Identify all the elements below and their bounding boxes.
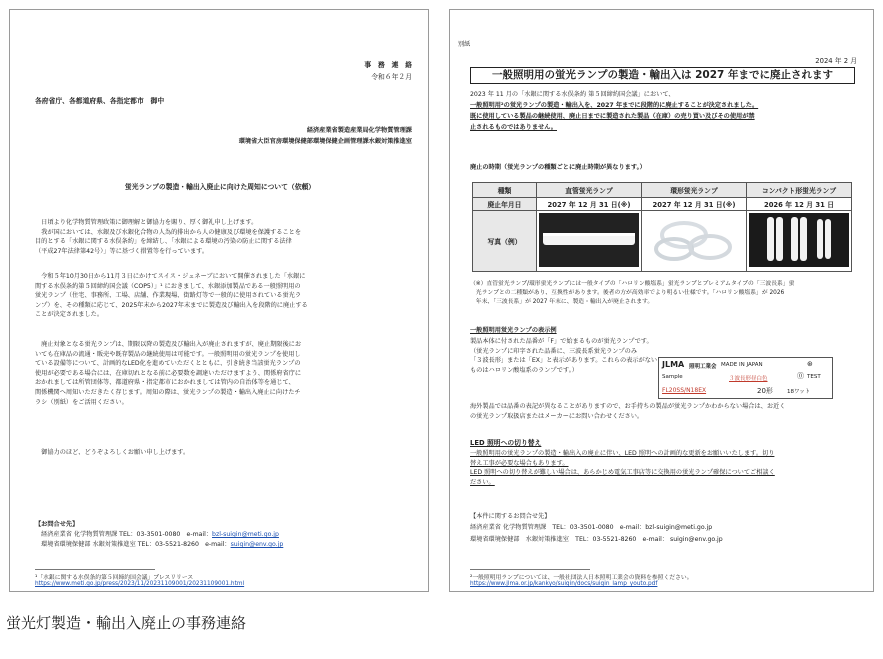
notice-page-1 <box>9 9 429 592</box>
line: 廃止対象となる蛍光ランプは、期限以降の製造及び輸出入が廃止されますが、廃止期限後にお <box>35 341 302 348</box>
circular-lamp-image <box>644 213 744 267</box>
attachment-label: 別紙 <box>458 41 471 48</box>
label-made: MADE IN JAPAN <box>721 362 763 368</box>
intro-line-3: 既に使用している製品の継続使用、廃止日までに製造された製品（在庫）の売り買い及びその使用が禁 <box>470 113 755 120</box>
doc-heading: 事 務 連 絡 <box>364 61 412 69</box>
display-text <box>470 337 657 375</box>
line: 製品本体に付された品番が「F」で始まるものが蛍光ランプです。 <box>470 338 653 345</box>
closing-line: 御協力のほど、どうぞよろしくお願い申し上げます。 <box>35 449 190 456</box>
line: 関する水俣条約第５回締約国会議（COP5）」¹ におきまして、水銀添加製品である一般照明用の <box>35 282 301 290</box>
table-row-date <box>473 198 852 211</box>
test-mark-icon: ⓪ <box>797 372 804 380</box>
table-header-row <box>473 183 852 198</box>
line: 光ランプとの二種類があり、互換性があります。後者の方が高効率でより明るい仕様です。「ハロリン酸塩系」が 2026 <box>470 289 785 296</box>
line: ことが決定されました。 <box>35 311 104 319</box>
photo-circular-lamp <box>642 211 747 272</box>
email-link-meti[interactable]: bzl-suigin@meti.go.jp <box>212 531 279 538</box>
line: ださい。 <box>470 478 495 486</box>
sender-meti: 経済産業省製造産業局化学物質管理課 <box>306 127 412 134</box>
line: 替え工事が必要な場合もあります。 <box>470 459 569 467</box>
line: いても在庫品の流通・販売や既存製品の継続使用は可能です。一般照明用の蛍光ランプを使用し <box>35 350 301 358</box>
recycle-icon: ⊛ <box>807 360 813 368</box>
line: ラシ（別紙）をご活用ください。 <box>35 398 128 406</box>
label-test: TEST <box>807 374 821 380</box>
label-watt: 18ワット <box>787 389 811 395</box>
contact-meti <box>41 530 279 540</box>
table-row-photo <box>473 211 852 272</box>
line: 関係機関へ周知いただきたく存じます。周知の際は、蛍光ランプの製造・輸出入廃止に向けたチ <box>35 389 301 397</box>
line: 「３波長形」または「EX」と表示があります。これらの表示がない <box>470 357 658 365</box>
label-assoc: 照明工業会 <box>689 364 717 370</box>
intro-line-2: 一般照明用²の蛍光ランプの製造・輸出入を、2027 年までに段階的に廃止することが決定されました。 <box>470 102 759 109</box>
header-circular: 環形蛍光ランプ <box>642 183 747 198</box>
contact-title: 【お問合せ先】 <box>35 521 79 528</box>
schedule-title: 廃止の時期（蛍光ランプの種類ごとに廃止時期が異なります。） <box>470 164 646 171</box>
line: LED 照明への切り替えが難しい場合は、あらかじめ電気工事店等に交換用の蛍光ランプ確保についてご相談く <box>470 469 775 477</box>
display-overseas <box>470 402 785 421</box>
line: 使用が必要である場合には、在庫切れとなる前に必要数を調達いただけますよう、関係府省庁に <box>35 369 302 377</box>
line: 海外製品では品番の表記が異なることがありますので、お手持ちの製品が蛍光ランプかわからない場合は、お近く <box>470 403 786 410</box>
intro-line-1: 2023 年 11 月の「水銀に関する水俣条約 第５回締約国会議」において、 <box>470 91 675 98</box>
line: 我が国においては、水銀及び水銀化合物の人為的排出から人の健康及び環境を保護することを <box>35 228 302 236</box>
line: 令和５年10月30日から11月３日にかけてスイス・ジュネーブにおいて開催されました「水銀に <box>35 273 306 280</box>
compact-lamp-image <box>749 213 849 267</box>
flyer-footnote-divider <box>470 569 590 570</box>
flyer-contact-env: 環境省環境保健部 水銀対策推進室 TEL：03-5521-8260 e-mail： suigin@env.go.jp <box>470 536 723 543</box>
line: 目的とする「水銀に関する水俣条約」を締結し、「水銀による環境の汚染の防止に関する法律 <box>35 238 292 246</box>
contact-env-text: 環境省環境保健部 水銀対策推進室 TEL：03-5521-8260 e-mail： <box>41 541 231 548</box>
flyer-footnote-link[interactable]: https://www.jlma.or.jp/kankyo/suigin/docs/suigin_lamp_youto.pdf <box>470 581 658 587</box>
flyer-footnote-text: ²一般照明用ランプについては、一般社団法人日本照明工業会の資料を参照ください。 <box>470 575 693 581</box>
header-compact: コンパクト形蛍光ランプ <box>747 183 852 198</box>
flyer-contact-meti: 経済産業省 化学物質管理課 TEL：03-3501-0080 e-mail：bzl-suigin@meti.go.jp <box>470 524 713 531</box>
footnote-text: ¹「水銀に関する水俣条約第５回締約国会議」プレスリリース <box>35 575 194 581</box>
paragraph-3 <box>35 340 420 407</box>
header-straight: 直管蛍光ランプ <box>537 183 642 198</box>
label-model: FL20SS/N18EX <box>662 387 707 394</box>
paragraph-2 <box>35 272 420 320</box>
date-circular: 2027 年 12 月 31 日(※) <box>642 198 747 211</box>
flyer-date: 2024 年 2 月 <box>815 57 857 65</box>
led-text <box>470 449 775 487</box>
line: 蛍光ランプ（住宅、事務所、工場、店舗、作業現場、街路灯等で一般的に使用されている蛍光ラ <box>35 292 302 300</box>
header-type: 種類 <box>473 183 537 198</box>
addressee: 各府省庁、各都道府県、各指定都市 御中 <box>35 97 165 105</box>
display-title: 一般照明用蛍光ランプの表示例 <box>470 327 557 334</box>
line: の蛍光ランプ取扱店またはメーカーにお問い合わせください。 <box>470 412 644 420</box>
line: （平成27年法律第42号）」等に基づく措置等を行っています。 <box>35 247 209 255</box>
phaseout-table <box>472 182 852 272</box>
flyer-contact-title: 【本件に関するお問合せ先】 <box>470 513 551 520</box>
email-link-env[interactable]: suigin@env.go.jp <box>230 541 284 548</box>
line: ンプ）を、その種類に応じて、2025年末から2027年末までに製造及び輸出入を段階的に廃止する <box>35 301 308 309</box>
label-brand: JLMA <box>662 360 685 369</box>
line: 年末、「三波長系」が 2027 年末に、製造・輸出入が廃止されます。 <box>470 298 654 305</box>
doc-date: 令和６年２月 <box>371 73 412 81</box>
line: ている設備等について、計画的なLED化を進めていただくとともに、引き続き当該蛍光ランプの <box>35 360 301 368</box>
line: 一般照明用の蛍光ランプの製造・輸出入の廃止に伴い、LED 照明への計画的な更新をお願いいたします。切り <box>470 450 775 457</box>
contact-meti-text: 経済産業省 化学物質管理課 TEL：03-3501-0080 e-mail： <box>41 531 213 538</box>
row-label-date: 廃止年月日 <box>473 198 537 211</box>
label-wave: ３波長形昼白色 <box>729 376 768 382</box>
photo-compact-lamp <box>747 211 852 272</box>
line: （※）直管蛍光ランプ/環形蛍光ランプには一般タイプの「ハロリン酸塩系」蛍光ランプとプレミアムタイプの「三波長系」蛍 <box>470 281 795 287</box>
image-caption: 蛍光灯製造・輸出入廃止の事務連絡 <box>6 614 247 632</box>
sender-env: 環境省大臣官房環境保健部環境保健企画管理課水銀対策推進室 <box>238 138 412 145</box>
label-sample: Sample <box>662 374 683 380</box>
led-title: LED 照明への切り替え <box>470 439 542 447</box>
footnote-link[interactable]: https://www.meti.go.jp/press/2023/11/20231109001/20231109001.html <box>35 581 245 587</box>
contact-env <box>41 540 283 550</box>
intro-line-4: 止されるものではありません。 <box>470 124 557 131</box>
label-size: 20形 <box>757 387 773 395</box>
footnote-divider <box>35 569 155 570</box>
paragraph-1 <box>35 218 420 256</box>
photo-straight-lamp <box>537 211 642 272</box>
line: ものはハロリン酸塩系のランプです。） <box>470 366 578 374</box>
date-straight: 2027 年 12 月 31 日(※) <box>537 198 642 211</box>
line: おかれましては所管団体等、都道府県・指定都市におかれましては管内の自治体等を通じて、 <box>35 379 295 387</box>
straight-lamp-image <box>539 213 639 267</box>
date-compact: 2026 年 12 月 31 日 <box>747 198 852 211</box>
subject: 蛍光ランプの製造・輸出入廃止に向けた周知について（依頼） <box>124 183 316 191</box>
flyer-title: 一般照明用の蛍光ランプの製造・輸出入は 2027 年までに廃止されます <box>470 67 855 84</box>
notice-page-2 <box>449 9 874 592</box>
table-note <box>470 280 870 307</box>
row-label-photo: 写真（例） <box>473 211 537 272</box>
sample-lamp-label <box>658 357 833 399</box>
line: 日頃より化学物質管理政策に御理解と御協力を賜り、厚く御礼申し上げます。 <box>35 219 258 226</box>
line: （蛍光ランプに印字された品番に、三波長系蛍光ランプのみ <box>470 347 638 355</box>
